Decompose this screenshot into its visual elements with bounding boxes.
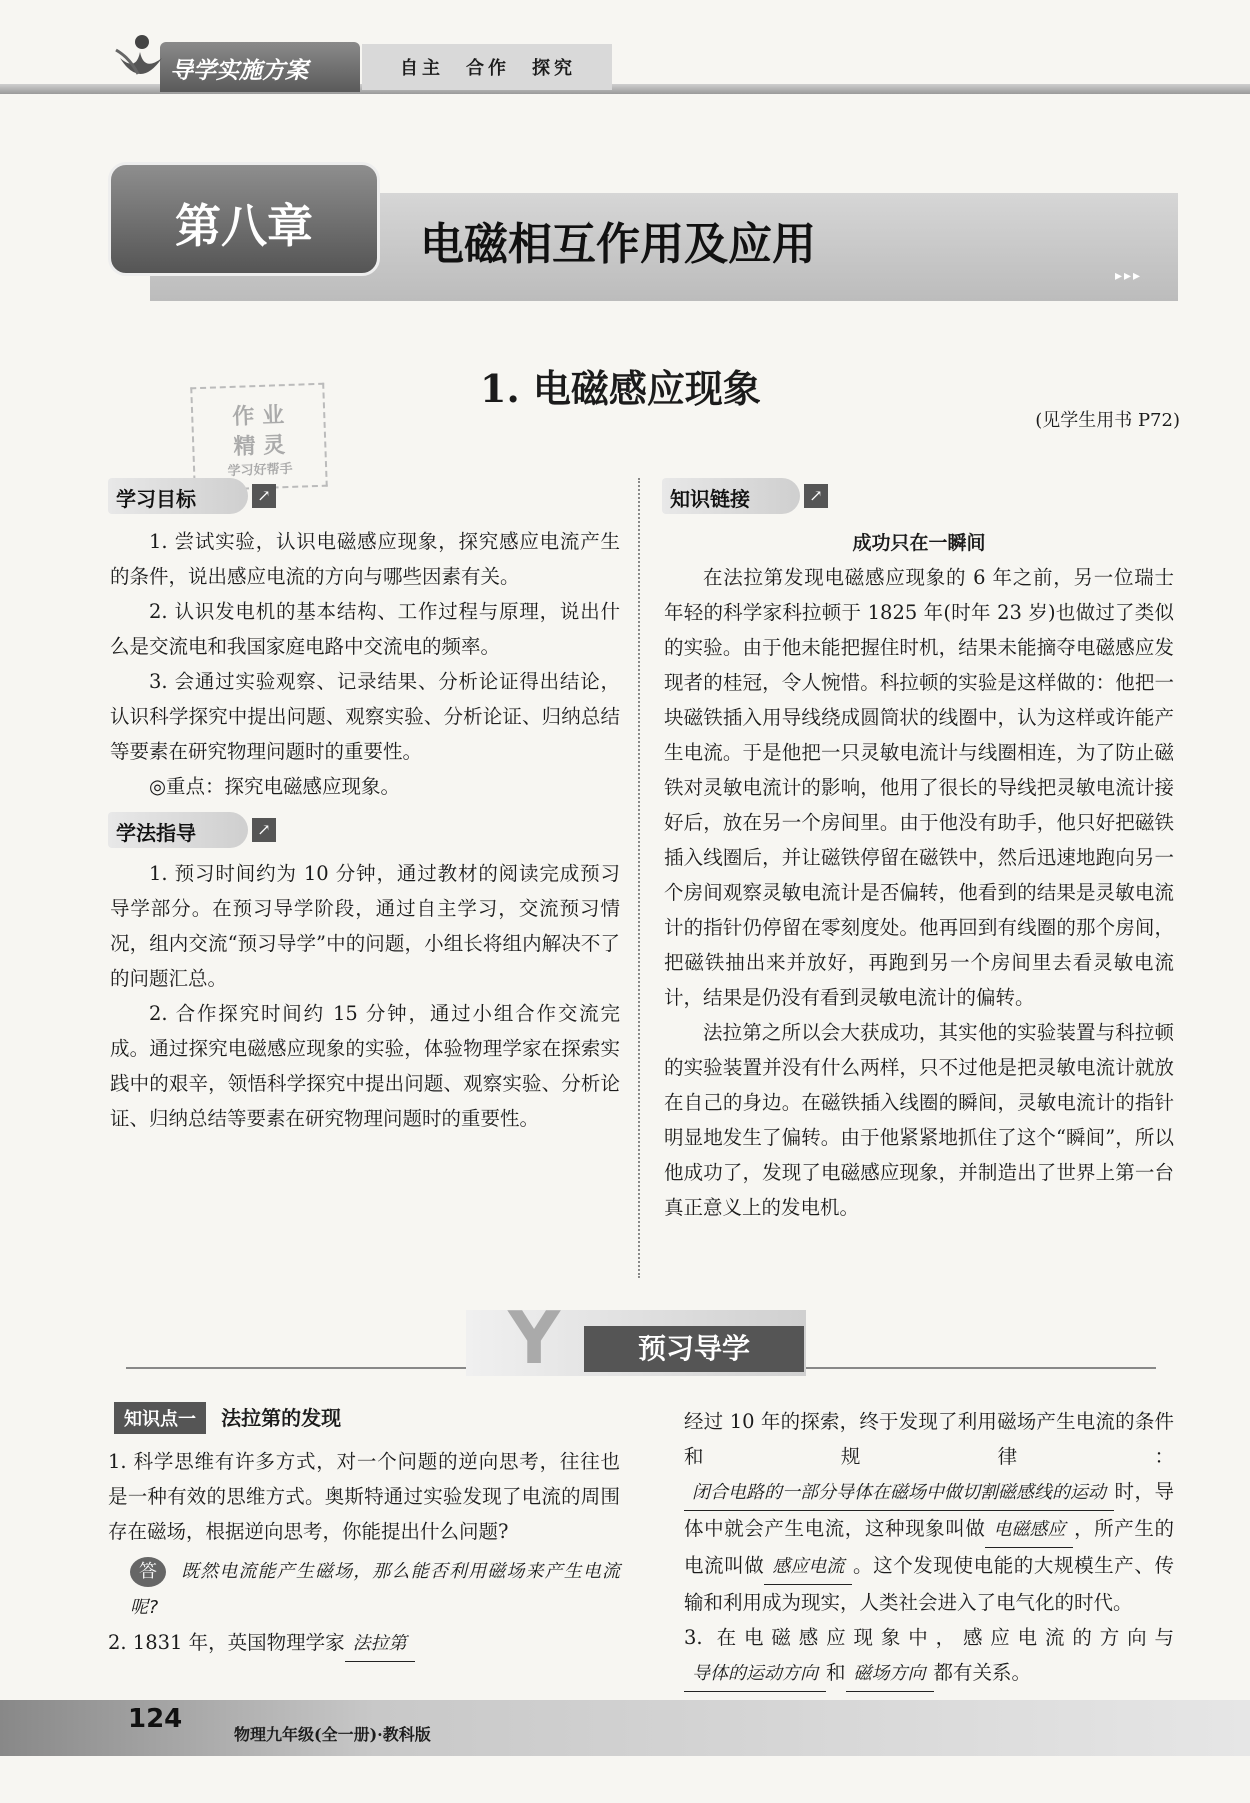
q2-text-a: 2. 1831 年，英国物理学家 (108, 1631, 345, 1654)
stamp-line-1: 作 业 (231, 402, 285, 430)
blank-input[interactable]: 法拉第 (345, 1626, 415, 1662)
link-header (662, 478, 828, 514)
blank-input[interactable]: 感应电流 (764, 1549, 852, 1585)
method-tag: 学法指导 (108, 812, 248, 848)
stamp-line-3: 学习好帮手 (227, 461, 293, 480)
chapter-arrows: ▸▸▸ (1115, 268, 1143, 284)
section-title: 1. 电磁感应现象 (480, 366, 761, 411)
link-tag: 知识链接 (662, 478, 800, 514)
q3-text-b: 和 (826, 1661, 846, 1684)
goals-header (108, 478, 276, 514)
goal-item: 3. 会通过实验观察、记录结果、分析论证得出结论，认识科学探究中提出问题、观察实验、分析论证、归纳总结等要素在研究物理问题时的重要性。 (110, 670, 620, 763)
preview-letter: Y (508, 1296, 561, 1380)
footer-bar (0, 1700, 1250, 1756)
answer-1-text: 既然电流能产生磁场，那么能否利用磁场来产生电流呢? (130, 1561, 620, 1618)
answer-icon: 答 (130, 1557, 166, 1587)
story-paragraph: 法拉第之所以会大获成功，其实他的实验装置与科拉顿的实验装置并没有什么两样，只不过他是把灵敏电流计就放在自己的身边。在磁铁插入线圈的瞬间，灵敏电流计的指针明显地发生了偏转。由于他紧紧地抓住了这个“瞬间”，所以他成功了，发现了电磁感应现象，并制造出了世界上第一台真正意义上的发电机。 (664, 1021, 1174, 1219)
method-header (108, 812, 276, 848)
blank-input[interactable]: 电磁感应 (985, 1512, 1073, 1548)
question-2-start (108, 1625, 620, 1662)
preview-title: 预习导学 (584, 1326, 804, 1372)
stamp-line-2: 精 灵 (233, 432, 286, 460)
preview-right (684, 1404, 1174, 1692)
header-tab-title: 导学实施方案 (170, 58, 308, 84)
q3-text-c: 都有关系。 (933, 1661, 1032, 1684)
watermark-stamp (190, 383, 328, 492)
question-1: 1. 科学思维有许多方式，对一个问题的逆向思考，往往也是一种有效的思维方式。奥斯特通过实验发现了电流的周围存在磁场，根据逆向思考，你能提出什么问题? (108, 1450, 620, 1543)
story-paragraph: 在法拉第发现电磁感应现象的 6 年之前，另一位瑞士年轻的科学家科拉顿于 1825 年(时年 23 岁)也做过了类似的实验。由于他未能把握住时机，结果未能摘夺电磁感应发现者的桂冠，令人惋惜。科拉顿的实验是这样做的：他把一块磁铁插入用导线绕成圆筒状的线圈中，认为这样或许能产生电流。于是他把一只灵敏电流计与线圈相连，为了防止磁铁对灵敏电流计的影响，他用了很长的导线把灵敏电流计接好后，放在另一个房间里。由于他没有助手，他只好把磁铁插入线圈后，并让磁铁停留在磁铁中，然后迅速地跑向另一个房间观察灵敏电流计是否偏转，他看到的结果是灵敏电流计的指针仍停留在零刻度处。他再回到有线圈的那个房间，把磁铁抽出来并放好，再跑到另一个房间里去看灵敏电流计，结果是仍没有看到灵敏电流计的偏转。 (664, 566, 1174, 1009)
method-item: 2. 合作探究时间约 15 分钟，通过小组合作交流完成。通过探究电磁感应现象的实验，体验物理学家在探索实践中的艰辛，领悟科学探究中提出问题、观察实验、分析论证、归纳总结等要素在研究物理问题时的重要性。 (110, 1002, 620, 1130)
reference-note: (见学生用书 P72) (1035, 410, 1180, 431)
story-body (664, 560, 1174, 1225)
q2-text-c: 时，导体中就会产生电流，这种现象叫做 (684, 1480, 1174, 1540)
blank-input[interactable]: 闭合电路的一部分导体在磁场中做切割磁感线的运动 (684, 1475, 1114, 1511)
header-sub-title: 自主 合作 探究 (400, 58, 576, 79)
preview-left (108, 1444, 620, 1662)
arrow-icon: ↗ (252, 484, 276, 508)
method-list (110, 856, 620, 1136)
knowledge-point-label: 知识点一 (114, 1402, 206, 1434)
story-title: 成功只在一瞬间 (852, 532, 986, 554)
knowledge-point-title: 法拉第的发现 (221, 1406, 342, 1430)
blank-input[interactable]: 磁场方向 (846, 1656, 934, 1692)
footer-text: 物理九年级(全一册)·教科版 (234, 1725, 431, 1744)
q2-text-d: ，所产生的电流叫做 (684, 1517, 1174, 1577)
goal-item: 1. 尝试实验，认识电磁感应现象，探究感应电流产生的条件，说出感应电流的方向与哪些因素有关。 (110, 530, 620, 588)
question-3 (684, 1620, 1174, 1692)
knowledge-point-header (114, 1402, 341, 1434)
answer-1 (108, 1553, 620, 1625)
chapter-label: 第八章 (175, 199, 313, 253)
goals-list (110, 524, 620, 804)
arrow-icon: ↗ (804, 484, 828, 508)
arrow-icon: ↗ (252, 818, 276, 842)
logo-icon (110, 28, 170, 88)
q3-text-a: 3. 在电磁感应现象中，感应电流的方向与 (684, 1626, 1174, 1649)
goal-item: 2. 认识发电机的基本结构、工作过程与原理，说出什么是交流电和我国家庭电路中交流电的频率。 (110, 600, 620, 658)
page-number: 124 (128, 1704, 183, 1734)
blank-input[interactable]: 导体的运动方向 (684, 1656, 826, 1692)
q2-text-b: 经过 10 年的探索，终于发现了利用磁场产生电流的条件和规律： (684, 1410, 1174, 1468)
goals-tag: 学习目标 (108, 478, 248, 514)
question-2-continued (684, 1404, 1174, 1620)
chapter-title: 电磁相互作用及应用 (420, 219, 816, 270)
q2-text-e: 。这个发现使电能的大规模生产、传输和利用成为现实，人类社会进入了电气化的时代。 (684, 1554, 1174, 1614)
goal-focus: ◎重点：探究电磁感应现象。 (149, 775, 401, 798)
column-divider (638, 478, 640, 1278)
method-item: 1. 预习时间约为 10 分钟，通过教材的阅读完成预习导学部分。在预习导学阶段，通过自主学习，交流预习情况，组内交流“预习导学”中的问题，小组长将组内解决不了的问题汇总。 (110, 862, 620, 990)
